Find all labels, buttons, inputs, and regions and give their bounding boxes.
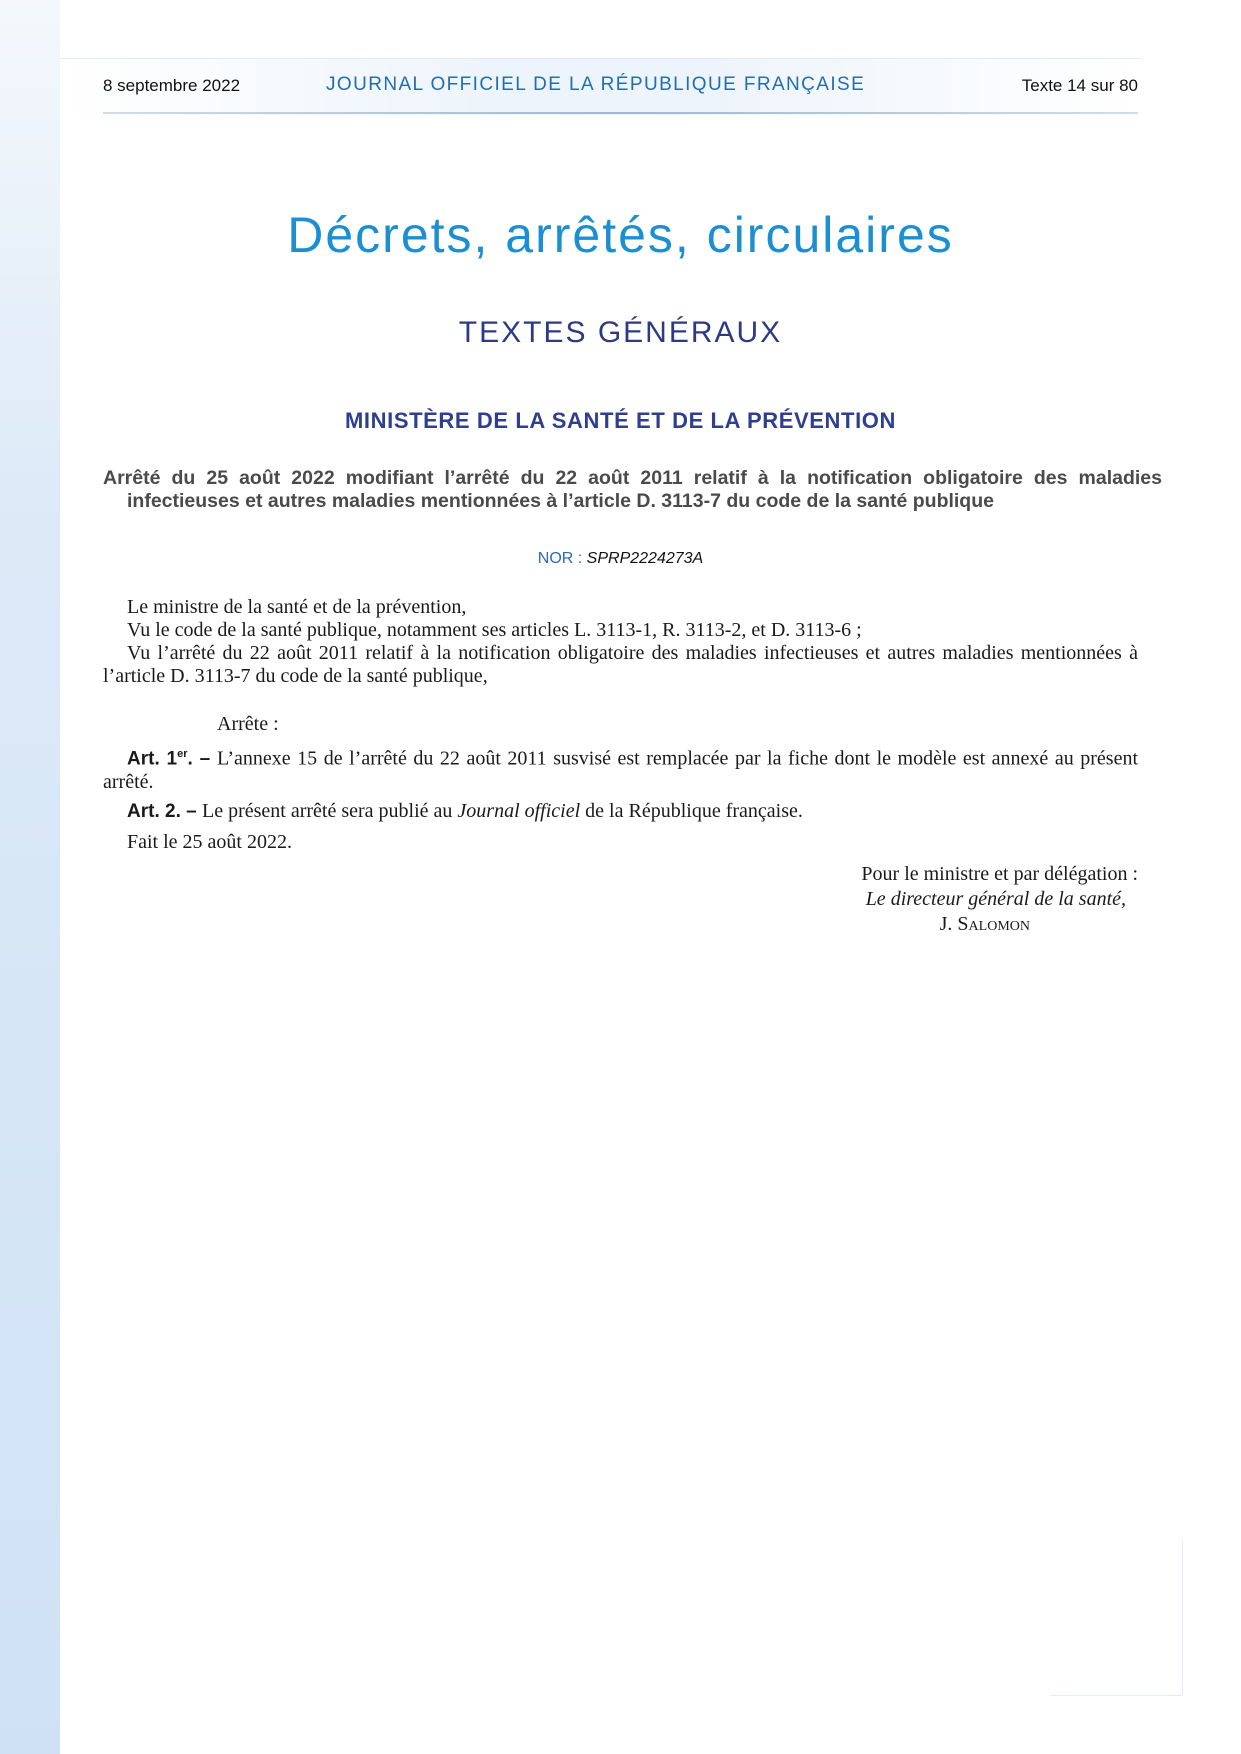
header-rule (103, 112, 1138, 114)
header-date: 8 septembre 2022 (103, 76, 241, 95)
arrete-title: Arrêté du 25 août 2022 modifiant l’arrêté du 22 août 2011 relatif à la notification obligatoire des maladies infectieuses et autres maladies mentionnées à l’article D. 3113-7 du code de la santé publique (103, 467, 1162, 512)
article-2-text-italic: Journal officiel (457, 800, 581, 822)
arrete-line-block (103, 713, 1138, 736)
article-2-text-after: de la République française. (580, 800, 803, 822)
header-text-number: Texte 14 sur 80 (1021, 76, 1138, 95)
nor-line (60, 550, 1181, 568)
arrete-line: Arrête : (217, 713, 279, 735)
article-1-text: L’annexe 15 de l’arrêté du 22 août 2011 susvisé est remplacée par la fiche dont le modèle est annexé au présent arrêté. (103, 747, 1138, 793)
nor-value: SPRP2224273A (586, 550, 704, 567)
article-1-separator: . – (187, 748, 217, 770)
signature-block (861, 862, 1138, 937)
article-2-text-before: Le présent arrêté sera publié au (201, 800, 458, 822)
fait-line: Fait le 25 août 2022. (127, 831, 292, 853)
article-1 (103, 743, 1138, 794)
article-2-label: Art. 2. – (127, 801, 202, 822)
vu-paragraph-2: Vu l’arrêté du 22 août 2011 relatif à la notification obligatoire des maladies infectieuses et autres maladies mentionnées à l’article D. 3113-7 du code de la santé publique, (103, 642, 1138, 687)
nor-label: NOR : (537, 550, 587, 567)
header-journal-title: JOURNAL OFFICIEL DE LA RÉPUBLIQUE FRANÇAISE (326, 74, 866, 95)
main-title: Décrets, arrêtés, circulaires (287, 207, 954, 263)
side-band (0, 0, 60, 1754)
signature-line-2: Le directeur général de la santé, (865, 888, 1126, 910)
fait-block (103, 831, 1138, 854)
article-2 (103, 800, 1138, 823)
ministry-heading: MINISTÈRE DE LA SANTÉ ET DE LA PRÉVENTION (344, 408, 896, 433)
signature-name: J. Salomon (939, 913, 1030, 935)
body-text (103, 596, 1138, 688)
vu-paragraph-1: Vu le code de la santé publique, notamment ses articles L. 3113-1, R. 3113-2, et D. 3113-6 ; (127, 619, 862, 641)
signature-line-1: Pour le ministre et par délégation : (861, 863, 1138, 885)
intro-paragraph: Le ministre de la santé et de la prévention, (127, 596, 467, 618)
article-1-label: Art. 1 (127, 748, 178, 770)
corner-decoration (1050, 1540, 1183, 1696)
article-1-sup: er (177, 748, 188, 760)
section-title: TEXTES GÉNÉRAUX (458, 316, 783, 349)
